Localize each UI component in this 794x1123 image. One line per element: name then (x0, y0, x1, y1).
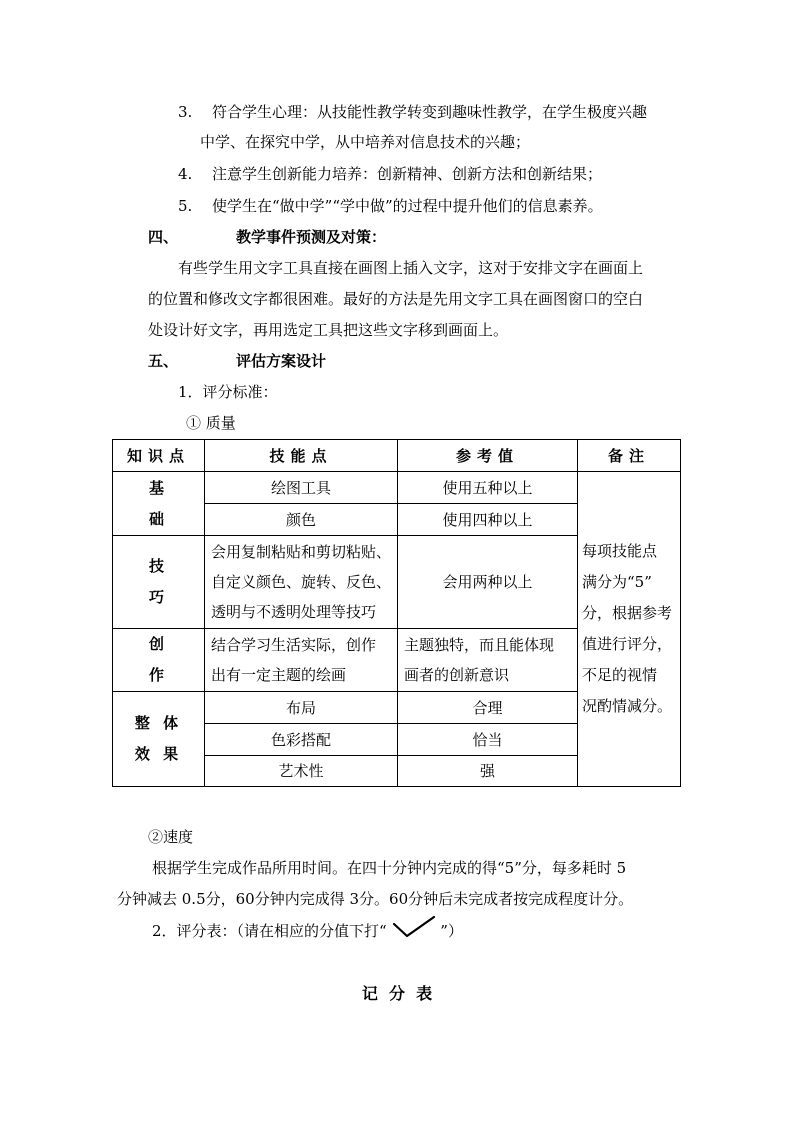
skill-cell: 艺术性 (205, 756, 398, 787)
list-number: 5. (178, 197, 193, 215)
scoring-criteria-label: 1．评分标准： (178, 383, 278, 401)
reference-cell: 使用五种以上 (398, 472, 578, 504)
header-skill-point: 技能点 (205, 440, 398, 472)
group-basic: 基 础 (113, 472, 205, 536)
reference-cell: 强 (398, 756, 578, 787)
score-sheet-title: 记 分 表 (361, 984, 433, 1003)
list-number: 4. (178, 165, 193, 183)
group-technique: 技 巧 (113, 536, 205, 629)
reference-cell: 使用四种以上 (398, 504, 578, 536)
speed-label: ②速度 (148, 828, 194, 846)
list-item-3 (178, 97, 647, 127)
header-knowledge-point: 知识点 (113, 440, 205, 472)
list-item-3-cont: 中学、在探究中学，从中培养对信息技术的兴趣； (200, 133, 531, 151)
section-4-paragraph-line: 有些学生用文字工具直接在画图上插入文字，这对于安排文字在画面上 (178, 259, 644, 277)
skill-cell: 布局 (205, 692, 398, 724)
section-4-number: 四、 (148, 228, 179, 246)
list-item-5 (178, 191, 603, 221)
reference-cell: 主题独特，而且能体现 画者的创新意识 (398, 629, 578, 692)
check-mark-icon (392, 914, 436, 950)
group-overall-effect: 整 体 效 果 (113, 692, 205, 787)
quality-label: ① 质量 (186, 414, 236, 432)
list-number: 3. (178, 103, 193, 121)
remarks-cell: 每项技能点 满分为“5” 分，根据参考 值进行评分， 不足的视情 况酌情减分。 (578, 472, 681, 787)
list-text: 使学生在“做中学”“学中做”的过程中提升他们的信息素养。 (212, 197, 603, 215)
skill-cell: 结合学习生活实际，创作 出有一定主题的绘画 (205, 629, 398, 692)
section-4-paragraph-line: 的位置和修改文字都很困难。最好的方法是先用文字工具在画图窗口的空白 (148, 290, 644, 308)
table-header-row (113, 440, 681, 472)
reference-cell: 恰当 (398, 724, 578, 756)
section-4-heading: 教学事件预测及对策： (236, 228, 387, 246)
score-sheet-intro-end: ”） (440, 922, 463, 940)
header-reference-value: 参考值 (398, 440, 578, 472)
list-text: 符合学生心理：从技能性教学转变到趣味性教学，在学生极度兴趣 (212, 103, 648, 121)
reference-cell: 会用两种以上 (398, 536, 578, 629)
score-sheet-intro-text: 2．评分表：（请在相应的分值下打“ (152, 922, 387, 940)
score-sheet-intro (152, 914, 463, 950)
group-creation: 创 作 (113, 629, 205, 692)
scoring-criteria-table (112, 439, 681, 787)
skill-cell: 绘图工具 (205, 472, 398, 504)
list-text: 注意学生创新能力培养：创新精神、创新方法和创新结果； (212, 165, 603, 183)
skill-cell: 色彩搭配 (205, 724, 398, 756)
speed-paragraph-line: 根据学生完成作品所用时间。在四十分钟内完成的得“5”分，每多耗时 5 (152, 859, 627, 877)
skill-cell: 颜色 (205, 504, 398, 536)
header-remarks: 备注 (578, 440, 681, 472)
speed-paragraph-line: 分钟减去 0.5分，60分钟内完成得 3分。60分钟后未完成者按完成程度计分。 (117, 890, 634, 908)
skill-cell: 会用复制粘贴和剪切粘贴、 自定义颜色、旋转、反色、 透明与不透明处理等技巧 (205, 536, 398, 629)
list-item-4 (178, 159, 602, 189)
section-5-heading: 评估方案设计 (236, 352, 327, 370)
reference-cell: 合理 (398, 692, 578, 724)
table-row (113, 472, 681, 504)
section-5-number: 五、 (148, 352, 179, 370)
section-4-paragraph-line: 处设计好文字，再用选定工具把这些文字移到画面上。 (148, 321, 509, 339)
